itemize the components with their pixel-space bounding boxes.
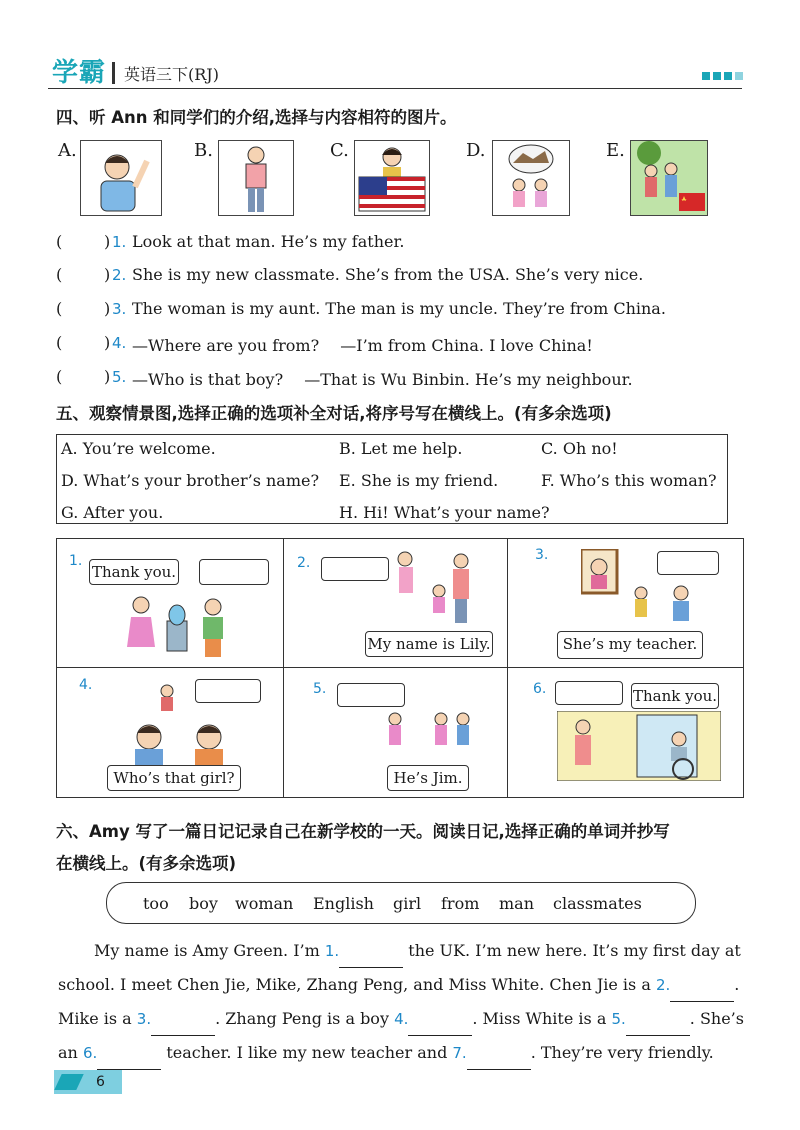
blank-number: 6.	[82, 1044, 98, 1062]
blank-number: 2.	[655, 976, 671, 994]
scene-grid	[56, 538, 744, 798]
scene-panel-1	[57, 539, 284, 668]
speech-bubble: Thank you.	[89, 559, 179, 585]
question-number: 4.	[112, 334, 127, 352]
answer-paren-open: (	[56, 232, 63, 251]
question-3	[56, 299, 756, 318]
answer-paren-open: (	[56, 367, 63, 386]
picture-a	[80, 140, 162, 216]
diary-line-1	[94, 934, 741, 968]
section6-title-line1: 六、Amy 写了一篇日记记录自己在新学校的一天。阅读日记,选择正确的单词并抄写	[56, 822, 670, 841]
choices-box	[56, 434, 728, 524]
word-option: man	[499, 894, 535, 913]
girl-boy-water-image	[117, 591, 237, 663]
answer-paren-open: (	[56, 299, 63, 318]
diary-text: teacher. I like my new teacher and	[161, 1043, 453, 1062]
question-text: —Where are you from? —I’m from China. I love China!	[132, 336, 593, 355]
word-option: English	[313, 894, 374, 913]
scene-panel-4	[57, 667, 284, 797]
answer-blank-2[interactable]	[670, 983, 734, 1002]
blank-number: 7.	[452, 1044, 467, 1062]
picture-e	[630, 140, 708, 216]
panel-number: 6.	[533, 681, 547, 697]
choice-h: H. Hi! What’s your name?	[339, 503, 550, 522]
choice-b: B. Let me help.	[339, 439, 463, 458]
option-a-label: A.	[58, 140, 77, 161]
section4-title: 四、听 Ann 和同学们的介绍,选择与内容相符的图片。	[56, 108, 457, 127]
section6-title-line2: 在横线上。(有多余选项)	[56, 854, 237, 873]
question-5	[56, 367, 756, 389]
header-rule	[48, 88, 742, 89]
speech-bubble: Who’s that girl?	[107, 765, 241, 791]
diary-text: . She’s	[689, 1009, 744, 1028]
page-number: 6	[96, 1074, 105, 1090]
question-number: 1.	[112, 233, 127, 251]
scene-panel-2	[283, 539, 508, 668]
answer-blank-7[interactable]	[467, 1051, 531, 1070]
diary-line-3	[58, 1002, 744, 1036]
question-2	[56, 265, 756, 284]
question-4	[56, 333, 756, 355]
option-e-label: E.	[606, 140, 625, 161]
word-option: too	[143, 894, 169, 913]
diary-text: . Miss White is a	[472, 1009, 612, 1028]
diary-text: .	[734, 975, 740, 994]
header-decoration	[702, 72, 710, 80]
answer-paren-close: )	[104, 265, 111, 284]
word-option: classmates	[553, 894, 642, 913]
header-decoration	[713, 72, 721, 80]
header-decoration	[735, 72, 743, 80]
diary-text: Mike is a	[58, 1009, 137, 1028]
panel-number: 2.	[297, 555, 311, 571]
word-bank	[106, 882, 696, 924]
choice-a: A. You’re welcome.	[61, 439, 216, 458]
blank-number: 5.	[611, 1010, 626, 1028]
question-1	[56, 232, 756, 251]
question-number: 3.	[112, 300, 127, 318]
man-woman-china-image	[631, 141, 707, 215]
wheelchair-door-image	[557, 711, 721, 781]
answer-paren-open: (	[56, 265, 63, 284]
question-text: —Who is that boy? —That is Wu Binbin. He’s my neighbour.	[132, 370, 633, 389]
scene-panel-6	[507, 667, 743, 797]
choice-e: E. She is my friend.	[339, 471, 499, 490]
answer-paren-close: )	[104, 367, 111, 386]
diary-text: . They’re very friendly.	[530, 1043, 714, 1062]
blank-number: 1.	[324, 942, 340, 960]
diary-line-2	[58, 968, 739, 1002]
brand-logo: 学霸	[52, 52, 123, 89]
answer-blank-bubble[interactable]	[555, 681, 623, 705]
word-option: girl	[393, 894, 422, 913]
scene-panel-5	[283, 667, 508, 797]
answer-paren-close: )	[104, 299, 111, 318]
answer-paren-close: )	[104, 232, 111, 251]
speech-bubble: Thank you.	[631, 683, 719, 709]
scene-panel-3	[507, 539, 743, 668]
picture-b	[218, 140, 294, 216]
question-text: She is my new classmate. She’s from the USA. She’s very nice.	[132, 265, 644, 284]
answer-blank-bubble[interactable]	[337, 683, 405, 707]
family-image	[389, 549, 499, 629]
word-option: from	[441, 894, 480, 913]
diary-text: My name is Amy Green. I’m	[94, 941, 325, 960]
header-decoration	[724, 72, 732, 80]
choice-d: D. What’s your brother’s name?	[61, 471, 320, 490]
answer-blank-bubble[interactable]	[321, 557, 389, 581]
option-d-label: D.	[466, 140, 486, 161]
word-option: boy	[189, 894, 218, 913]
option-c-label: C.	[330, 140, 349, 161]
section5-title: 五、观察情景图,选择正确的选项补全对话,将序号写在横线上。(有多余选项)	[56, 404, 612, 423]
diary-text: an	[58, 1043, 83, 1062]
question-number: 2.	[112, 266, 127, 284]
diary-text: . Zhang Peng is a boy	[215, 1009, 395, 1028]
diary-text: the UK. I’m new here. It’s my first day at	[403, 941, 741, 960]
panel-number: 3.	[535, 547, 549, 563]
answer-blank-3[interactable]	[151, 1017, 215, 1036]
panel-number: 4.	[79, 677, 93, 693]
picture-d	[492, 140, 570, 216]
picture-c	[354, 140, 430, 216]
answer-blank-bubble[interactable]	[199, 559, 269, 585]
panel-number: 1.	[69, 553, 83, 569]
answer-blank-4[interactable]	[408, 1017, 472, 1036]
choice-g: G. After you.	[61, 503, 164, 522]
word-option: woman	[235, 894, 294, 913]
book-title: 英语三下(RJ)	[124, 65, 219, 84]
two-girls-great-wall-image	[493, 141, 569, 215]
answer-blank-6[interactable]	[97, 1051, 161, 1070]
blank-number: 4.	[394, 1010, 409, 1028]
speech-bubble: She’s my teacher.	[557, 631, 703, 659]
man-standing-image	[219, 141, 293, 215]
question-text: The woman is my aunt. The man is my uncle. They’re from China.	[132, 299, 666, 318]
speech-bubble: My name is Lily.	[365, 631, 493, 657]
boy-waving-image	[81, 141, 161, 215]
answer-blank-5[interactable]	[626, 1017, 690, 1036]
panel-number: 5.	[313, 681, 327, 697]
speech-bubble: He’s Jim.	[387, 765, 469, 791]
choice-c: C. Oh no!	[541, 439, 618, 458]
question-number: 5.	[112, 368, 127, 386]
answer-blank-1[interactable]	[339, 949, 403, 968]
girl-usa-flag-image	[355, 141, 429, 215]
two-boys-pointing-image	[127, 681, 247, 769]
answer-paren-close: )	[104, 333, 111, 352]
answer-blank-bubble[interactable]	[657, 551, 719, 575]
diary-line-4	[58, 1036, 714, 1070]
question-text: Look at that man. He’s my father.	[132, 232, 405, 251]
blank-number: 3.	[136, 1010, 152, 1028]
choice-f: F. Who’s this woman?	[541, 471, 717, 490]
option-b-label: B.	[194, 140, 213, 161]
diary-text: school. I meet Chen Jie, Mike, Zhang Peng, and Miss White. Chen Jie is a	[58, 975, 656, 994]
answer-paren-open: (	[56, 333, 63, 352]
three-children-image	[383, 707, 493, 767]
